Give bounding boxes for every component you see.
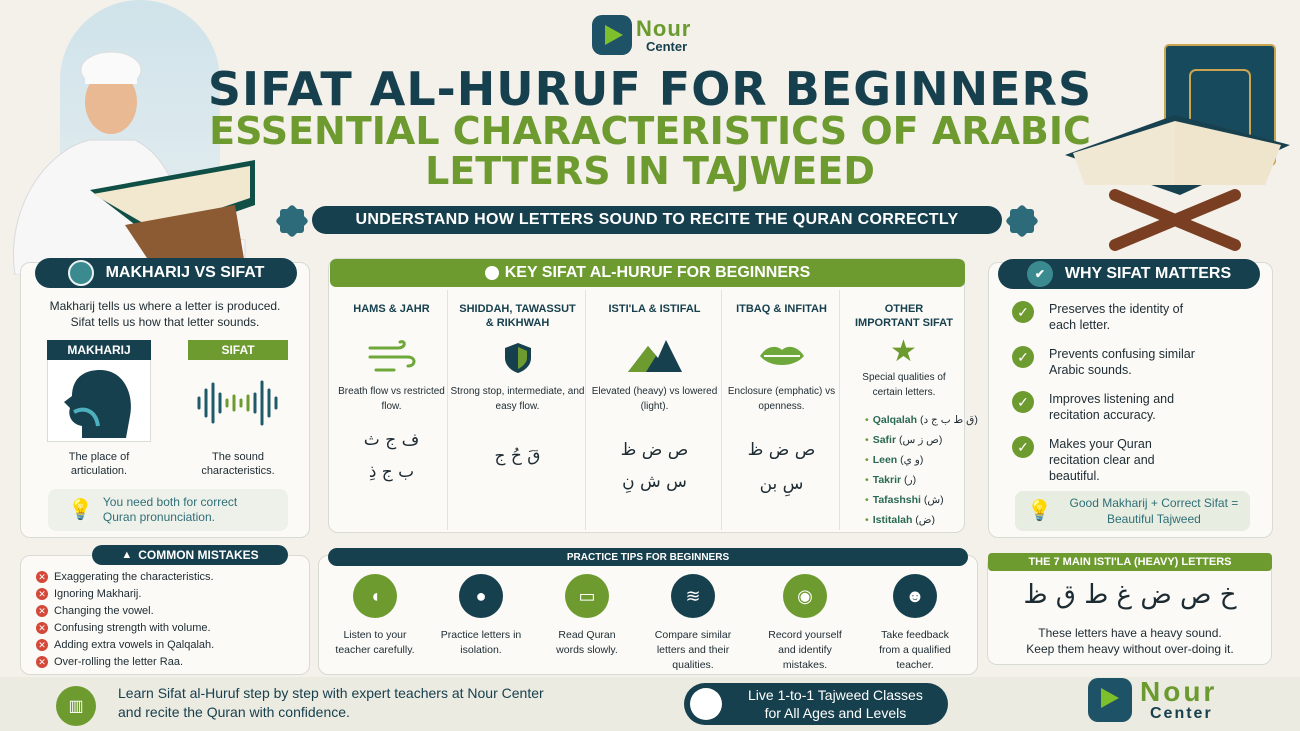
practice-tip: ☻ Take feedback from a qualified teacher.	[862, 570, 968, 673]
star-icon: ★	[890, 335, 917, 368]
record-icon: ◉	[783, 574, 827, 618]
arabic-letters-row: ص ض ظ	[620, 440, 689, 460]
warning-icon: ▲	[121, 549, 133, 561]
arabic-letters-row: ص ض ظ	[747, 440, 816, 460]
check-icon: ✓	[1012, 301, 1034, 323]
x-icon: ✕	[36, 605, 48, 617]
arabic-letters-row: سِ بن	[759, 474, 804, 494]
list-item: ✓ Makes your Quran recitation clear and beautiful.	[1012, 436, 1262, 484]
key-sifat-heading: KEY SIFAT AL-HURUF FOR BEGINNERS	[330, 259, 965, 287]
why-sifat-heading: ✔ WHY SIFAT MATTERS	[998, 259, 1260, 289]
other-sifat-list	[865, 410, 978, 530]
microphone-icon: ●	[459, 574, 503, 618]
sifat-column-itbaq: ITBAQ & INFITAH Enclosure (emphatic) vs openness. ص ض ظ سِ بن	[724, 290, 840, 530]
list-item: • Qalqalah (ق ط ب ج د)	[865, 414, 978, 426]
lightbulb-icon: 💡	[68, 498, 93, 521]
soundwave-icon: ≋	[671, 574, 715, 618]
throat-articulation-icon	[60, 366, 138, 440]
live-classes-button[interactable]: Live 1-to-1 Tajweed Classes for All Ages and Levels	[684, 683, 948, 725]
sifat-label: SIFAT	[188, 340, 288, 360]
teacher-icon: ☻	[893, 574, 937, 618]
list-item: ✕ Changing the vowel.	[36, 605, 154, 617]
heavy-letters-row: خ ص ض غ ط ق ظ	[1023, 580, 1237, 610]
makharij-description: The place of articulation.	[68, 451, 130, 477]
ornament-star-icon	[1010, 209, 1034, 233]
boy-head-illustration	[76, 50, 146, 140]
shield-check-icon: ✔	[1027, 261, 1053, 287]
logo-name-main: Nour	[636, 15, 692, 41]
list-item: ✕ Over-rolling the letter Raa.	[36, 656, 183, 668]
list-item: • Leen (و ي)	[865, 454, 924, 466]
page-title: SIFAT AL-HURUF FOR BEGINNERS	[207, 62, 1093, 116]
practice-tip: ◉ Record yourself and identify mistakes.	[752, 570, 858, 673]
x-icon: ✕	[36, 588, 48, 600]
head-profile-icon	[68, 260, 94, 286]
x-icon: ✕	[36, 622, 48, 634]
common-mistakes-heading: ▲ COMMON MISTAKES	[92, 545, 288, 565]
practice-tip: ◖ Listen to your teacher carefully.	[322, 570, 428, 658]
practice-tip: ▭ Read Quran words slowly.	[534, 570, 640, 658]
sifat-column-hams-jahr: HAMS & JAHR Breath flow vs restricted flow. ف ج ث ب ج ذِ	[336, 290, 448, 530]
list-item: ✓ Prevents confusing similar Arabic sounds.	[1012, 346, 1262, 378]
arabic-letters-row: ف ج ث	[363, 430, 420, 450]
list-item: • Tafashshi (ش)	[865, 494, 944, 506]
page-subtitle: ESSENTIAL CHARACTERISTICS OF ARABIC LETTERS IN TAJWEED	[209, 109, 1091, 193]
practice-tip: ≋ Compare similar letters and their qualities.	[640, 570, 746, 673]
book-icon: ▭	[565, 574, 609, 618]
why-sifat-tip-box: 💡 Good Makharij + Correct Sifat = Beautiful Tajweed	[1015, 491, 1250, 531]
shield-icon	[504, 342, 532, 374]
nour-center-logo-footer[interactable]: Nour Center	[1088, 672, 1278, 728]
arabic-letters-row: س ش نِ	[622, 472, 687, 492]
practice-tip: ● Practice letters in isolation.	[428, 570, 534, 658]
nour-center-logo[interactable]	[592, 10, 712, 60]
makharij-vs-sifat-heading: MAKHARIJ VS SIFAT	[35, 258, 297, 288]
lips-icon	[758, 342, 806, 370]
list-item: ✕ Adding extra vowels in Qalqalah.	[36, 639, 214, 651]
check-icon: ✓	[1012, 346, 1034, 368]
lightbulb-icon: 💡	[1027, 500, 1052, 522]
footer-text: Learn Sifat al-Huruf step by step with expert teachers at Nour Center and recite the Quran with confidence.	[118, 685, 544, 720]
play-logo-icon	[592, 15, 632, 55]
mountain-icon	[626, 338, 684, 374]
tagline-banner: UNDERSTAND HOW LETTERS SOUND TO RECITE THE QURAN CORRECTLY	[312, 206, 1002, 234]
arabic-letters-row: ب ج ذِ	[368, 462, 415, 482]
list-item: ✕ Ignoring Makharij.	[36, 588, 141, 600]
makharij-sifat-description: Makharij tells us where a letter is produced. Sifat tells us how that letter sounds.	[49, 299, 281, 329]
sifat-column-other: OTHER IMPORTANT SIFAT ★ Special qualities of certain letters.	[855, 303, 953, 398]
list-item: ✓ Preserves the identity of each letter.	[1012, 301, 1262, 333]
arabic-letters-row: قَ حُ ج	[494, 446, 541, 466]
makharij-tip-box: 💡 You need both for correct Quran pronunciation.	[48, 489, 288, 531]
list-item: • Istitalah (ض)	[865, 514, 935, 526]
sifat-column-istila: ISTI'LA & ISTIFAL Elevated (heavy) vs lowered (light). ص ض ظ س ش نِ	[588, 290, 722, 530]
makharij-label: MAKHARIJ	[47, 340, 151, 360]
check-icon: ✓	[1012, 391, 1034, 413]
soundwave-icon	[195, 378, 281, 428]
x-icon: ✕	[36, 639, 48, 651]
sifat-description: The sound characteristics.	[201, 451, 275, 477]
practice-tips-heading: PRACTICE TIPS FOR BEGINNERS	[328, 548, 968, 566]
list-item: ✕ Confusing strength with volume.	[36, 622, 211, 634]
x-icon: ✕	[36, 571, 48, 583]
list-item: • Takrir (ر)	[865, 474, 917, 486]
breath-wind-icon	[368, 340, 416, 374]
check-icon: ✓	[1012, 436, 1034, 458]
sifat-column-shiddah: SHIDDAH, TAWASSUT & RIKHWAH Strong stop, intermediate, and easy flow. قَ حُ ج	[450, 290, 586, 530]
x-icon: ✕	[36, 656, 48, 668]
play-logo-icon	[1088, 678, 1132, 722]
video-call-icon	[690, 688, 722, 720]
star-badge-icon	[485, 266, 499, 280]
ornament-star-icon	[280, 209, 304, 233]
heavy-letters-heading: THE 7 MAIN ISTI'LA (HEAVY) LETTERS	[988, 553, 1272, 571]
list-item: ✕ Exaggerating the characteristics.	[36, 571, 214, 583]
ear-icon: ◖	[353, 574, 397, 618]
logo-name-sub: Center	[646, 38, 688, 54]
heavy-letters-description: These letters have a heavy sound. Keep them heavy without over-doing it.	[1026, 626, 1234, 656]
list-item: • Safir (ص ز س)	[865, 434, 943, 446]
book-icon: ▥	[56, 686, 96, 726]
list-item: ✓ Improves listening and recitation accuracy.	[1012, 391, 1262, 423]
